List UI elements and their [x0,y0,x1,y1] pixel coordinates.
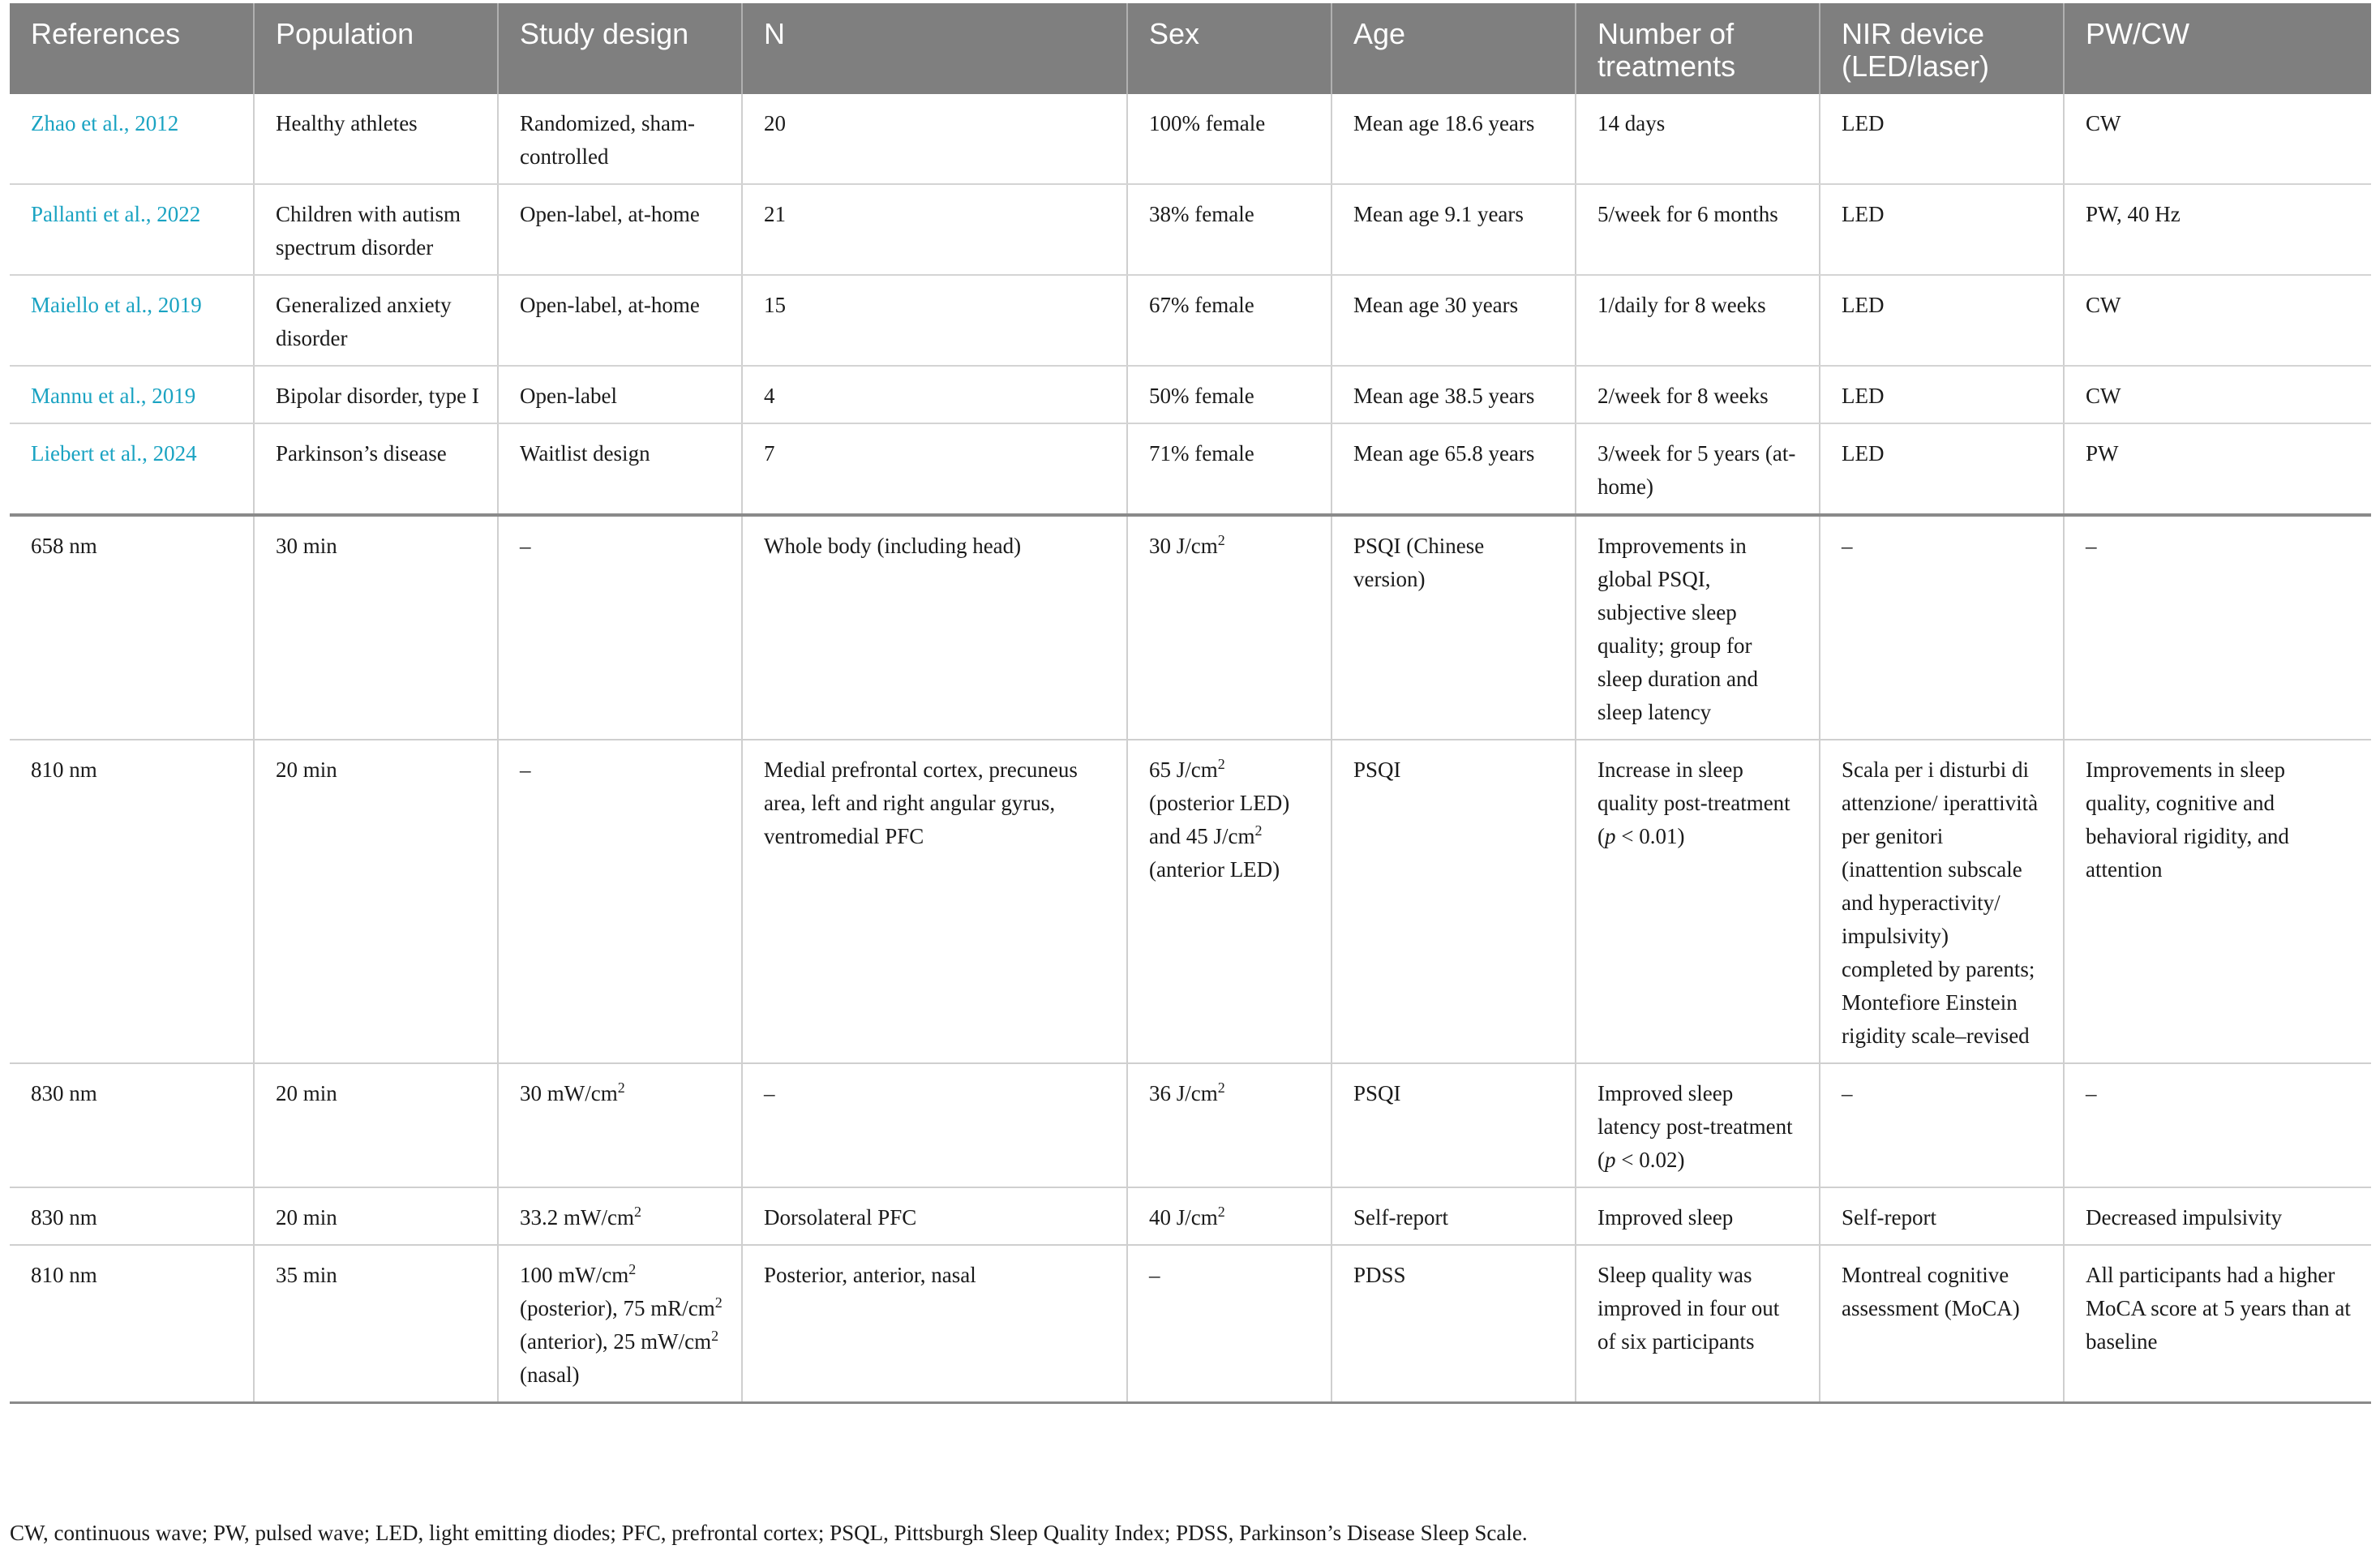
table-cell: LED [1820,94,2064,184]
table-cell: Children with autism spectrum disorder [254,184,498,275]
table-cell: LED [1820,423,2064,515]
table-cell: 5/week for 6 months [1576,184,1820,275]
data-table-container [10,3,2371,1404]
table-row [10,1245,2371,1403]
table-cell: – [1127,1245,1332,1403]
table-cell: Open-label [498,366,742,423]
table-cell: Increase in sleep quality post-treatment (p < 0.01) [1576,740,1820,1063]
table-row [10,366,2371,423]
table-cell: Whole body (including head) [742,515,1127,740]
table-cell: CW [2064,366,2371,423]
header-n: N [742,3,1127,94]
header-population: Population [254,3,498,94]
table-row [10,515,2371,740]
table-cell: – [742,1063,1127,1187]
reference-link[interactable]: Mannu et al., 2019 [10,366,254,423]
table-cell: LED [1820,275,2064,366]
header-age: Age [1332,3,1576,94]
table-cell: Bipolar disorder, type I [254,366,498,423]
table-cell: – [2064,515,2371,740]
header-number-of-treatments: Number of treatments [1576,3,1820,94]
header-references: References [10,3,254,94]
table-cell: Montreal cognitive assessment (MoCA) [1820,1245,2064,1403]
table-row [10,1063,2371,1187]
table-cell: Generalized anxiety disorder [254,275,498,366]
table-cell: Mean age 30 years [1332,275,1576,366]
table-cell: 810 nm [10,740,254,1063]
table-cell: Posterior, anterior, nasal [742,1245,1127,1403]
table-cell: PW [2064,423,2371,515]
table-cell: 1/daily for 8 weeks [1576,275,1820,366]
table-cell: Healthy athletes [254,94,498,184]
table-cell: 71% female [1127,423,1332,515]
table-cell: 20 min [254,1187,498,1245]
table-cell: – [1820,1063,2064,1187]
table-cell: 3/week for 5 years (at-home) [1576,423,1820,515]
table-cell: – [1820,515,2064,740]
header-sex: Sex [1127,3,1332,94]
table-cell: PSQI (Chinese version) [1332,515,1576,740]
table-cell: Mean age 38.5 years [1332,366,1576,423]
table-cell: 4 [742,366,1127,423]
table-cell: Improved sleep latency post-treatment (p < 0.02) [1576,1063,1820,1187]
table-cell: 67% female [1127,275,1332,366]
table-cell: Self-report [1332,1187,1576,1245]
table-cell: – [498,740,742,1063]
table-cell: 30 $J/cm^2$ [1127,515,1332,740]
table-cell: Improvements in global PSQI, subjective sleep quality; group for sleep duration and sleep latency [1576,515,1820,740]
table-cell: 50% female [1127,366,1332,423]
reference-link[interactable]: Maiello et al., 2019 [10,275,254,366]
table-cell: PSQI [1332,1063,1576,1187]
table-cell: Improvements in sleep quality, cognitive and behavioral rigidity, and attention [2064,740,2371,1063]
reference-link[interactable]: Pallanti et al., 2022 [10,184,254,275]
table-cell: 36 $J/cm^2$ [1127,1063,1332,1187]
table-cell: PSQI [1332,740,1576,1063]
table-cell: 100 $mW/cm^2$ (posterior), 75 $mR/cm^2$ (anterior), 25 $mW/cm^2$ (nasal) [498,1245,742,1403]
table-row [10,1187,2371,1245]
table-cell: 30 min [254,515,498,740]
table-cell: All participants had a higher MoCA score at 5 years than at baseline [2064,1245,2371,1403]
study-table [10,3,2371,1404]
table-cell: 20 min [254,1063,498,1187]
table-cell: PW, 40 Hz [2064,184,2371,275]
header-pw-cw: PW/CW [2064,3,2371,94]
table-cell: 65 $J/cm^2$ (posterior LED) and 45 $J/cm^2$ (anterior LED) [1127,740,1332,1063]
table-cell: Decreased impulsivity [2064,1187,2371,1245]
table-cell: Sleep quality was improved in four out of six participants [1576,1245,1820,1403]
table-cell: 35 min [254,1245,498,1403]
table-row [10,184,2371,275]
header-nir-device: NIR device (LED/laser) [1820,3,2064,94]
table-cell: – [2064,1063,2371,1187]
table-row [10,275,2371,366]
table-cell: 30 $mW/cm^2$ [498,1063,742,1187]
reference-link[interactable]: Zhao et al., 2012 [10,94,254,184]
table-cell: 33.2 $mW/cm^2$ [498,1187,742,1245]
table-cell: Self-report [1820,1187,2064,1245]
table-cell: 20 min [254,740,498,1063]
header-row [10,3,2371,94]
reference-link[interactable]: Liebert et al., 2024 [10,423,254,515]
table-cell: Parkinson’s disease [254,423,498,515]
table-cell: Scala per i disturbi di attenzione/ iperattività per genitori (inattention subscale and hyperactivity/ impulsivity) completed by parents; Montefiore Einstein rigidity scale–revised [1820,740,2064,1063]
table-cell: 38% female [1127,184,1332,275]
table-cell: – [498,515,742,740]
table-cell: Mean age 9.1 years [1332,184,1576,275]
table-cell: LED [1820,184,2064,275]
table-cell: CW [2064,94,2371,184]
table-cell: Dorsolateral PFC [742,1187,1127,1245]
table-cell: 40 $J/cm^2$ [1127,1187,1332,1245]
table-cell: 100% female [1127,94,1332,184]
table-cell: Mean age 65.8 years [1332,423,1576,515]
header-study-design: Study design [498,3,742,94]
table-cell: Randomized, sham-controlled [498,94,742,184]
table-cell: 830 nm [10,1187,254,1245]
table-cell: 810 nm [10,1245,254,1403]
table-cell: LED [1820,366,2064,423]
table-cell: 15 [742,275,1127,366]
table-cell: 20 [742,94,1127,184]
table-cell: 21 [742,184,1127,275]
table-cell: 7 [742,423,1127,515]
table-cell: Waitlist design [498,423,742,515]
table-cell: CW [2064,275,2371,366]
table-row [10,94,2371,184]
table-cell: Medial prefrontal cortex, precuneus area, left and right angular gyrus, ventromedial PFC [742,740,1127,1063]
table-row [10,740,2371,1063]
table-cell: 658 nm [10,515,254,740]
table-cell: PDSS [1332,1245,1576,1403]
table-cell: 830 nm [10,1063,254,1187]
table-footnote: CW, continuous wave; PW, pulsed wave; LED, light emitting diodes; PFC, prefrontal cortex; PSQL, Pittsburgh Sleep Quality Index; PDSS, Parkinson’s Disease Sleep Scale. [10,1521,1528,1545]
table-row [10,423,2371,515]
table-cell: Open-label, at-home [498,184,742,275]
table-cell: 2/week for 8 weeks [1576,366,1820,423]
table-cell: Improved sleep [1576,1187,1820,1245]
table-cell: Mean age 18.6 years [1332,94,1576,184]
table-cell: 14 days [1576,94,1820,184]
table-cell: Open-label, at-home [498,275,742,366]
